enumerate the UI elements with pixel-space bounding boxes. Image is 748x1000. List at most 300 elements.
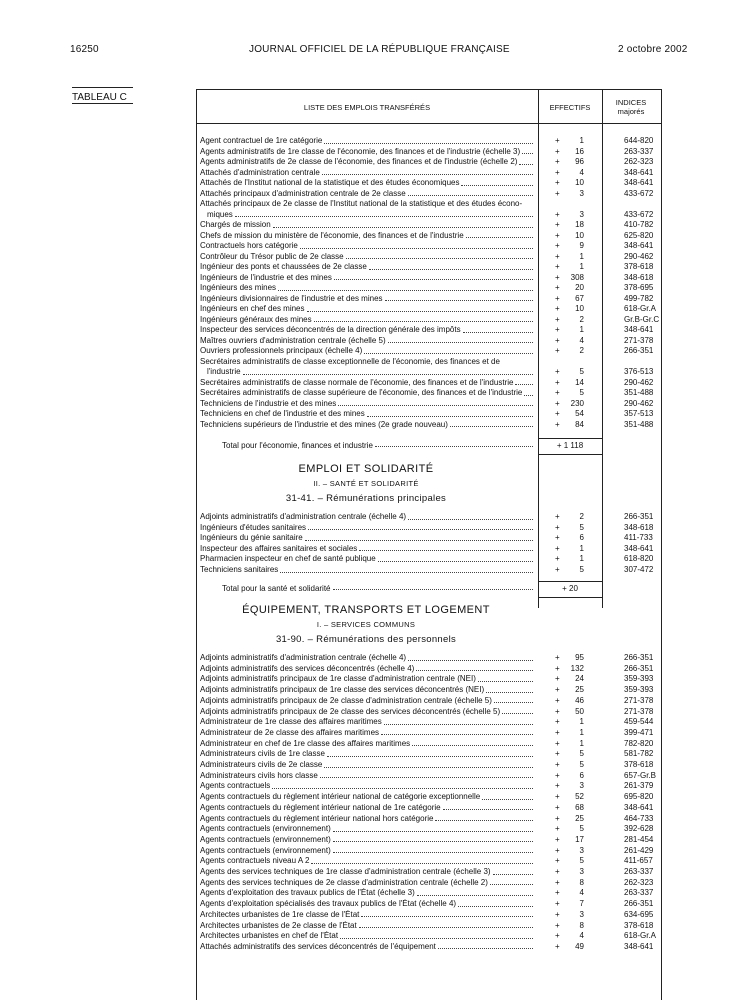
journal-title: JOURNAL OFFICIEL DE LA RÉPUBLIQUE FRANÇAISE [249,44,510,55]
row-label-wrap [200,147,534,158]
row-label-wrap [200,910,534,921]
table-row [0,252,748,263]
table-row [0,147,748,158]
indice-value: 359-393 [624,674,654,684]
leader-dots [324,136,533,144]
row-label-wrap [200,739,534,750]
row-label: Chargés de mission [200,220,271,229]
effectif-sign: + [555,931,560,941]
leader-dots [278,283,533,291]
row-label: Ingénieurs de l'industrie et des mines [200,272,332,282]
row-label: Agents contractuels du règlement intérieur national de 1re catégorie [200,802,441,812]
effectif-value: 8 [579,877,584,887]
indice-value: 399-471 [624,727,654,737]
effectif-sign: + [555,377,560,387]
total-rule-top [538,581,602,582]
indice-value: Gr.B-Gr.C [624,314,660,324]
leader-dots [417,888,533,896]
leader-dots [273,220,533,228]
row-label: Adjoints administratifs principaux de 2e classe d'administration centrale (échelle 5) [200,695,492,705]
leader-dots [438,942,533,950]
row-label: Contractuels hors catégorie [200,241,298,250]
indice-value: 290-462 [624,398,654,408]
row-label-wrap [200,664,534,675]
row-label: Agents contractuels [200,781,271,791]
table-row [0,771,748,782]
row-label: Agents d'exploitation des travaux publics de l'État (échelle 3) [200,888,415,898]
row-label: Techniciens en chef de l'industrie et des mines [200,409,365,418]
row-label: Agents contractuels du règlement intérieur national de catégorie exceptionnelle [200,792,481,802]
row-label: Administrateur de 2e classe des affaires maritimes [200,727,380,737]
row-label-wrap [200,824,534,835]
leader-dots [522,147,533,155]
row-label: Administrateurs civils de 1re classe [200,749,325,759]
leader-dots [367,409,533,417]
effectif-sign: + [555,346,560,355]
row-label-wrap [200,554,534,565]
indice-value: 290-462 [624,251,654,261]
row-label: Administrateur de 1re classe des affaires maritimes [200,717,382,727]
indice-value: 266-351 [624,899,654,909]
table-row [0,420,748,431]
row-label: Adjoints administratifs principaux de 1re classe des services déconcentrés (NEI) [200,685,485,695]
effectif-value: 17 [575,834,584,844]
effectif-value: 4 [579,167,584,177]
leader-dots [307,304,533,312]
indice-value: 433-672 [624,188,654,198]
total-label-wrap [222,441,534,450]
indice-value: 618-Gr.A [624,931,657,941]
effectif-sign: + [555,272,560,282]
row-label-wrap [200,878,534,889]
effectif-value: 24 [575,674,584,684]
table-row [0,346,748,357]
leader-dots [378,554,533,562]
leader-dots [385,294,533,302]
leader-dots [346,252,533,260]
leader-dots [493,867,533,875]
chapter-heading-3190: 31-90. – Rémunérations des personnels [275,634,457,645]
row-label: Secrétaires administratifs de classe supérieure de l'économie, des finances et de l'industrie [200,388,523,397]
table-row [0,189,748,200]
indice-value: 281-454 [624,834,654,844]
table-row [0,231,748,242]
effectif-sign: + [555,877,560,887]
indice-value: 378-618 [624,760,654,769]
table-row [0,315,748,326]
effectif-sign: + [555,792,560,802]
effectif-sign: + [555,738,560,748]
row-label-wrap [200,241,534,252]
table-row [0,168,748,179]
table-row [0,241,748,252]
indice-value: 348-641 [624,167,654,177]
effectif-value: 1 [579,251,584,261]
effectif-sign: + [555,188,560,198]
row-label-wrap [200,336,534,347]
row-label: Ingénieurs en chef des mines [200,304,305,313]
effectif-sign: + [555,209,560,219]
indice-value: 261-379 [624,781,654,791]
effectif-value: 16 [575,146,584,156]
row-label: Architectes urbanistes de 1re classe de l'État [200,909,360,919]
leader-dots [463,325,533,333]
table-row [0,878,748,889]
effectif-value: 3 [579,867,584,876]
effectif-sign: + [555,909,560,919]
effectif-sign: + [555,770,560,780]
indice-value: 782-820 [624,738,654,748]
total-label-wrap [222,584,534,593]
effectif-value: 50 [575,706,584,716]
leader-dots [443,803,533,811]
row-label-wrap [200,792,534,803]
effectif-value: 1 [579,738,584,748]
row-label: Ingénieurs des mines [200,283,277,292]
tableau-label: TABLEAU C [72,92,127,103]
row-label-wrap [207,367,534,378]
table-row [0,533,748,544]
row-label: Agents administratifs de 2e classe de l'économie, des finances et de l'industrie (échelle 2) [200,157,518,166]
indice-value: 262-323 [624,157,654,166]
row-label: Agents contractuels (environnement) [200,834,331,844]
indice-value: 657-Gr.B [624,770,657,780]
leader-dots [280,565,533,573]
effectif-sign: + [555,283,560,292]
table-row [0,792,748,803]
leader-dots [305,533,533,541]
row-label-wrap [200,921,534,932]
row-label-wrap [200,231,534,242]
row-label-wrap [200,867,534,878]
leader-dots [327,749,533,757]
effectif-value: 4 [579,888,584,898]
table-row [0,846,748,857]
row-label-wrap [200,178,534,189]
effectif-value: 5 [579,824,584,834]
effectif-sign: + [555,781,560,791]
leader-dots [322,168,533,176]
effectif-sign: + [555,941,560,951]
row-label-wrap [200,325,534,336]
row-label: Ingénieurs généraux des mines [200,314,312,324]
leader-dots [359,921,533,929]
effectif-value: 67 [575,293,584,303]
effectif-value: 25 [575,685,584,695]
table-row [0,399,748,410]
effectif-value: 2 [579,346,584,355]
row-label-wrap [200,533,534,544]
indice-value: 271-378 [624,695,654,705]
row-label-wrap [200,717,534,728]
row-label: Techniciens de l'industrie et des mines [200,398,337,408]
leader-dots [408,189,533,197]
table-row [0,262,748,273]
indice-value: 348-641 [624,802,654,812]
row-label-wrap [200,685,534,696]
table-row [0,378,748,389]
leader-dots [384,717,533,725]
table-row [0,728,748,739]
effectif-value: 2 [579,314,584,324]
leader-dots [340,931,533,939]
effectif-value: 5 [579,388,584,397]
effectif-sign: + [555,749,560,759]
effectif-value: 3 [579,781,584,791]
row-label: Maîtres ouvriers d'administration centrale (échelle 5) [200,335,386,345]
effectif-sign: + [555,157,560,166]
leader-dots [515,378,533,386]
table-row [0,325,748,336]
table-row [0,136,748,147]
leader-dots [490,878,533,886]
table-row [0,696,748,707]
row-label: Ingénieurs d'études sanitaires [200,522,307,532]
effectif-value: 46 [575,695,584,705]
effectif-value: 5 [579,367,584,376]
effectif-value: 2 [579,512,584,521]
table-row [0,760,748,771]
leader-dots [369,262,533,270]
table-row [0,856,748,867]
effectif-value: 4 [579,335,584,345]
row-label: Secrétaires administratifs de classe exceptionnelle de l'économie, des finances et de [200,356,500,366]
row-label-wrap [200,294,534,305]
effectif-sign: + [555,653,560,662]
table-row [0,199,748,210]
leader-dots [361,910,533,918]
indice-value: 307-472 [624,565,654,574]
row-label-wrap [200,931,534,942]
effectif-value: 1 [579,325,584,334]
effectif-sign: + [555,727,560,737]
row-label: Inspecteur des affaires sanitaires et sociales [200,543,358,553]
effectif-value: 10 [575,178,584,187]
row-label-wrap [200,760,534,771]
effectif-value: 52 [575,792,584,802]
indice-value: 348-641 [624,325,654,334]
table-row [0,824,748,835]
table-row [0,739,748,750]
indice-value: 348-641 [624,178,654,187]
leader-dots [333,824,533,832]
row-label: Agent contractuel de 1re catégorie [200,136,323,145]
effectif-sign: + [555,674,560,684]
effectif-sign: + [555,325,560,334]
indice-value: 618-Gr.A [624,304,657,313]
row-label: Architectes urbanistes en chef de l'État [200,931,339,941]
effectif-value: 5 [579,565,584,574]
effectif-sign: + [555,554,560,564]
row-label-wrap [200,888,534,899]
column-header-list: LISTE DES EMPLOIS TRANSFÉRÉS [303,103,431,112]
effectif-sign: + [555,241,560,250]
indice-value: 392-628 [624,824,654,834]
row-label-wrap [200,304,534,315]
effectif-sign: + [555,824,560,834]
total-value: + 20 [562,584,578,593]
effectif-sign: + [555,760,560,769]
chapter-heading-3141: 31-41. – Rémunérations principales [285,493,447,504]
indice-value: 378-695 [624,283,654,292]
effectif-value: 54 [575,409,584,418]
row-label-wrap [200,899,534,910]
table-row [0,367,748,378]
row-label-wrap [200,728,534,739]
row-label: Administrateurs civils hors classe [200,770,318,780]
row-label: Ingénieur des ponts et chaussées de 2e classe [200,262,367,271]
effectif-sign: + [555,314,560,324]
table-row [0,357,748,368]
effectif-sign: + [555,685,560,695]
table-row [0,910,748,921]
leader-dots [333,584,533,590]
publication-date: 2 octobre 2002 [618,44,688,55]
row-label-wrap [200,388,534,399]
table-row [0,814,748,825]
leader-dots [272,781,533,789]
leader-dots [334,273,533,281]
leader-dots [458,899,533,907]
row-label: Adjoints administratifs d'administration centrale (échelle 4) [200,653,407,662]
indice-value: 348-618 [624,522,654,532]
table-row [0,388,748,399]
row-label: Ingénieurs divisionnaires de l'industrie et des mines [200,293,383,303]
total-rule-bottom [538,454,602,455]
indice-value: 411-733 [624,533,653,543]
effectif-value: 20 [575,283,584,292]
row-label-wrap [200,803,534,814]
table-row [0,294,748,305]
row-label: Adjoints administratifs principaux de 2e classe des services déconcentrés (échelle 5) [200,706,501,716]
table-row [0,565,748,576]
effectif-sign: + [555,262,560,271]
effectif-value: 9 [579,241,584,250]
effectif-sign: + [555,695,560,705]
effectif-value: 6 [579,533,584,543]
indice-value: 359-393 [624,685,654,695]
row-label: Inspecteur des services déconcentrés de la direction générale des impôts [200,325,461,334]
effectif-sign: + [555,251,560,261]
total-label: Total pour la santé et solidarité [222,584,331,593]
effectif-value: 308 [570,272,584,282]
leader-dots [435,814,533,822]
leader-dots [314,315,533,323]
table-row [0,685,748,696]
indice-value: 459-544 [624,717,654,727]
row-label: Chefs de mission du ministère de l'économie, des finances et de l'industrie [200,230,464,240]
effectif-value: 5 [579,749,584,759]
leader-dots [519,157,533,165]
row-label-wrap [200,674,534,685]
leader-dots [320,771,533,779]
effectif-value: 95 [575,653,584,662]
table-row [0,942,748,953]
row-label: Agents contractuels (environnement) [200,824,331,834]
row-label: Administrateurs civils de 2e classe [200,760,323,769]
leader-dots [333,835,533,843]
table-row [0,178,748,189]
effectif-value: 3 [579,188,584,198]
table-row [0,664,748,675]
row-label-wrap [200,696,534,707]
row-label: Attachés principaux de 2e classe de l'Institut national de la statistique et des études écono- [200,199,523,208]
row-label: l'industrie [207,367,241,376]
indice-value: 263-337 [624,867,654,876]
effectif-value: 25 [575,813,584,823]
row-label-wrap [200,168,534,179]
effectif-value: 8 [579,920,584,930]
row-label: Agents d'exploitation spécialisés des travaux publics de l'État (échelle 4) [200,899,457,909]
leader-dots [416,664,533,672]
indice-value: 644-820 [624,136,654,145]
effectif-sign: + [555,367,560,376]
leader-dots [408,653,533,661]
indice-value: 351-488 [624,419,654,429]
effectif-value: 1 [579,727,584,737]
effectif-sign: + [555,146,560,156]
effectif-sign: + [555,845,560,855]
effectif-value: 6 [579,770,584,780]
table-row [0,512,748,523]
effectif-sign: + [555,293,560,303]
row-label-wrap [200,378,534,389]
effectif-value: 3 [579,909,584,919]
row-label: Agents contractuels (environnement) [200,845,331,855]
effectif-value: 68 [575,802,584,812]
table-row [0,781,748,792]
table-row [0,210,748,221]
row-label-wrap [200,846,534,857]
row-label: Agents administratifs de 1re classe de l'économie, des finances et de l'industrie (échelle 3) [200,146,521,156]
table-row [0,336,748,347]
leader-dots [333,846,533,854]
row-label: miques [207,209,233,219]
effectif-value: 230 [570,398,584,408]
effectif-value: 5 [579,760,584,769]
row-label-wrap [200,346,534,357]
indice-value: 376-513 [624,367,654,376]
table-row [0,899,748,910]
effectif-sign: + [555,802,560,812]
row-label: Ouvriers professionnels principaux (échelle 4) [200,346,363,355]
table-row [0,304,748,315]
effectif-value: 49 [575,941,584,951]
effectif-sign: + [555,178,560,187]
indice-value: 348-641 [624,543,654,553]
indice-value: 348-641 [624,241,654,250]
effectif-value: 5 [579,856,584,866]
table-row [0,283,748,294]
row-label-wrap [200,653,534,664]
leader-dots [502,707,533,715]
effectif-value: 10 [575,304,584,313]
total-value: + 1 118 [556,441,584,450]
row-label-wrap [200,814,534,825]
table-row [0,273,748,284]
row-label-wrap [200,399,534,410]
effectif-sign: + [555,543,560,553]
effectif-sign: + [555,920,560,930]
row-label: Attachés de l'Institut national de la statistique et des études économiques [200,178,460,187]
row-label: Pharmacien inspecteur en chef de santé publique [200,554,376,564]
table-row [0,803,748,814]
effectif-sign: + [555,856,560,866]
effectif-value: 3 [579,209,584,219]
indice-value: 581-782 [624,749,654,759]
effectif-value: 1 [579,136,584,145]
row-label-wrap [200,220,534,231]
